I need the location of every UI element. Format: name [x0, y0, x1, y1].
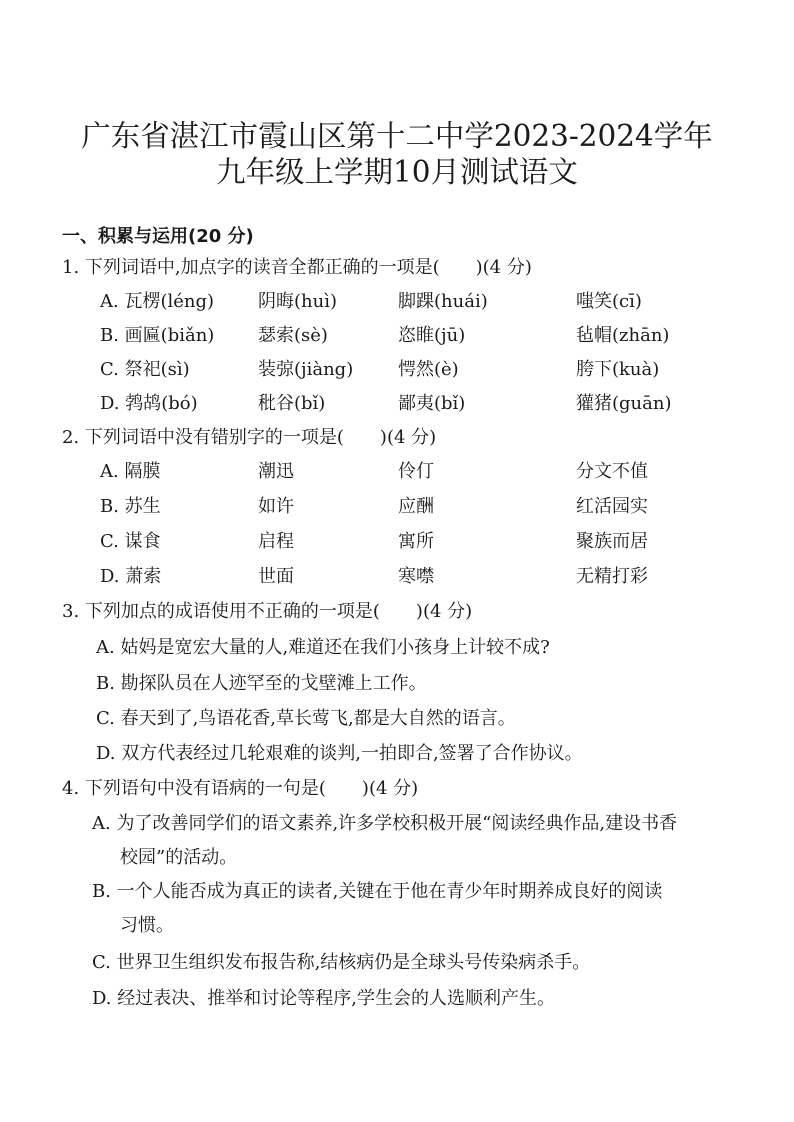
question-4-stem: 4. 下列语句中没有语病的一句是( )(4 分) [62, 778, 419, 799]
q1-c-1: C. 祭祀(sì) [100, 359, 190, 380]
q1-b-4: 毡帽(zhān) [576, 325, 670, 346]
q2-a-2: 潮迅 [258, 461, 294, 482]
q2-a-4: 分文不值 [576, 461, 648, 482]
q2-c-1: C. 谋食 [100, 531, 161, 552]
q3-option-c: C. 春天到了,鸟语花香,草长莺飞,都是大自然的语言。 [96, 708, 516, 729]
q1-d-2: 秕谷(bǐ) [258, 393, 326, 414]
q1-a-1: A. 瓦楞(léng) [100, 291, 215, 312]
question-3-stem: 3. 下列加点的成语使用不正确的一项是( )(4 分) [62, 601, 473, 622]
q2-d-2: 世面 [258, 566, 294, 587]
q4-option-c: C. 世界卫生组织发布报告称,结核病仍是全球头号传染病杀手。 [92, 952, 591, 973]
q3-option-b: B. 勘探队员在人迹罕至的戈壁滩上工作。 [96, 673, 427, 694]
q2-d-4: 无精打彩 [576, 566, 648, 587]
q2-b-4: 红活园实 [576, 496, 648, 517]
q2-c-4: 聚族而居 [576, 531, 648, 552]
q1-c-4: 胯下(kuà) [576, 359, 660, 380]
q2-d-1: D. 萧索 [100, 566, 162, 587]
q4-option-a-line1: A. 为了改善同学们的语文素养,许多学校积极开展“阅读经典作品,建设书香 [92, 813, 678, 834]
q2-b-2: 如许 [258, 496, 294, 517]
exam-title-line1: 广东省湛江市霞山区第十二中学2023-2024学年 [81, 119, 713, 153]
q1-b-1: B. 画匾(biǎn) [100, 325, 215, 346]
q1-c-3: 愕然(è) [398, 359, 459, 380]
q3-option-d: D. 双方代表经过几轮艰难的谈判,一拍即合,签署了合作协议。 [96, 743, 583, 764]
q2-b-3: 应酬 [398, 496, 434, 517]
q1-a-4: 嗤笑(cī) [576, 291, 642, 312]
q2-a-1: A. 隔膜 [100, 461, 161, 482]
q4-option-b-line1: B. 一个人能否成为真正的读者,关键在于他在青少年时期养成良好的阅读 [92, 881, 663, 902]
q1-a-3: 脚踝(huái) [398, 291, 488, 312]
q1-b-3: 恣睢(jū) [398, 325, 466, 346]
q2-a-3: 伶仃 [398, 461, 434, 482]
q2-b-1: B. 苏生 [100, 496, 161, 517]
question-1-stem: 1. 下列词语中,加点字的读音全都正确的一项是( )(4 分) [62, 257, 532, 278]
q2-d-3: 寒噤 [398, 566, 434, 587]
q4-option-a-line2: 校园”的活动。 [120, 847, 238, 868]
q1-a-2: 阴晦(huì) [258, 291, 337, 312]
q1-d-1: D. 鹁鸪(bó) [100, 393, 198, 414]
section-heading: 一、积累与运用(20 分) [62, 226, 254, 247]
q3-option-a: A. 姑妈是宽宏大量的人,难道还在我们小孩身上计较不成? [96, 637, 550, 658]
q4-option-d: D. 经过表决、推举和讨论等程序,学生会的人选顺利产生。 [92, 988, 555, 1009]
q2-c-2: 启程 [258, 531, 294, 552]
q1-d-4: 獾猪(guān) [576, 393, 672, 414]
q1-c-2: 装弶(jiàng) [258, 359, 354, 380]
q1-b-2: 瑟索(sè) [258, 325, 328, 346]
question-2-stem: 2. 下列词语中没有错别字的一项是( )(4 分) [62, 427, 437, 448]
q1-d-3: 鄙夷(bǐ) [398, 393, 466, 414]
q4-option-b-line2: 习惯。 [120, 915, 174, 936]
exam-title-line2: 九年级上学期10月测试语文 [216, 155, 578, 189]
q2-c-3: 寓所 [398, 531, 434, 552]
